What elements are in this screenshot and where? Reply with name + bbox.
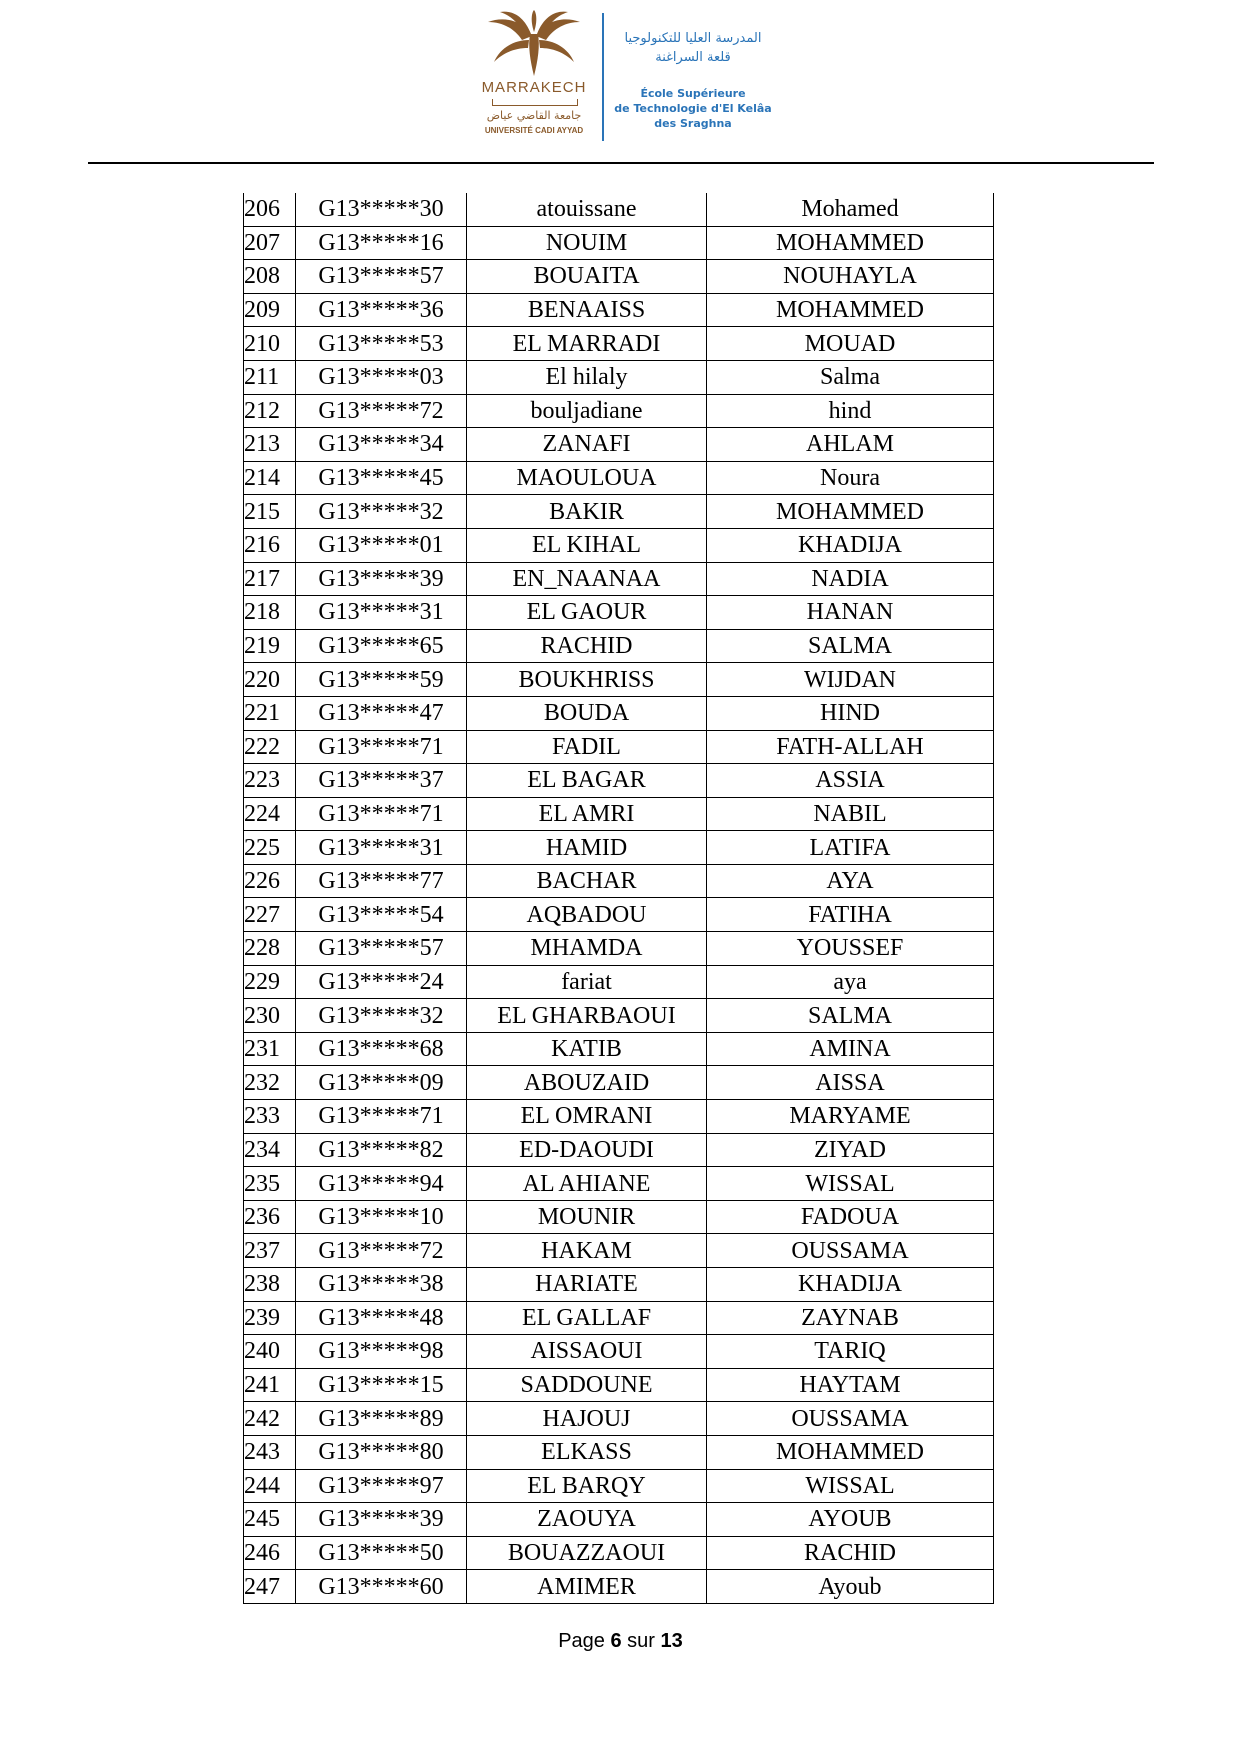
table-row xyxy=(244,932,994,966)
table-row xyxy=(244,1032,994,1066)
row-first-name: Ayoub xyxy=(707,1570,994,1604)
university-name-french: UNIVERSITÉ CADI AYYAD xyxy=(484,126,584,135)
school-name-french xyxy=(608,86,778,131)
row-number: 226 xyxy=(244,864,296,898)
current-page-number: 6 xyxy=(610,1630,622,1652)
row-id: G13*****94 xyxy=(296,1167,467,1201)
row-id: G13*****50 xyxy=(296,1536,467,1570)
page-footer xyxy=(0,1630,1241,1653)
row-id: G13*****57 xyxy=(296,932,467,966)
row-first-name: HIND xyxy=(707,696,994,730)
row-first-name: NADIA xyxy=(707,562,994,596)
row-first-name: FATH-ALLAH xyxy=(707,730,994,764)
row-last-name: FADIL xyxy=(467,730,707,764)
table-row xyxy=(244,1301,994,1335)
row-last-name: KATIB xyxy=(467,1032,707,1066)
row-last-name: HAKAM xyxy=(467,1234,707,1268)
row-number: 241 xyxy=(244,1368,296,1402)
row-number: 221 xyxy=(244,696,296,730)
row-number: 235 xyxy=(244,1167,296,1201)
row-last-name: EL GAOUR xyxy=(467,596,707,630)
row-id: G13*****71 xyxy=(296,730,467,764)
row-id: G13*****30 xyxy=(296,193,467,226)
row-number: 247 xyxy=(244,1570,296,1604)
row-first-name: HANAN xyxy=(707,596,994,630)
row-number: 216 xyxy=(244,528,296,562)
table-row xyxy=(244,461,994,495)
row-first-name: SALMA xyxy=(707,999,994,1033)
row-id: G13*****89 xyxy=(296,1402,467,1436)
table-row xyxy=(244,1402,994,1436)
row-number: 219 xyxy=(244,629,296,663)
row-last-name: MOUNIR xyxy=(467,1200,707,1234)
row-first-name: ASSIA xyxy=(707,764,994,798)
row-id: G13*****72 xyxy=(296,1234,467,1268)
row-id: G13*****48 xyxy=(296,1301,467,1335)
row-first-name: MOHAMMED xyxy=(707,226,994,260)
table-row xyxy=(244,629,994,663)
row-first-name: SALMA xyxy=(707,629,994,663)
table-row xyxy=(244,663,994,697)
row-first-name: MOHAMMED xyxy=(707,1435,994,1469)
table-row xyxy=(244,260,994,294)
row-first-name: AMINA xyxy=(707,1032,994,1066)
row-first-name: WIJDAN xyxy=(707,663,994,697)
row-last-name: BENAAISS xyxy=(467,293,707,327)
row-number: 206 xyxy=(244,193,296,226)
row-last-name: NOUIM xyxy=(467,226,707,260)
row-first-name: KHADIJA xyxy=(707,1268,994,1302)
row-id: G13*****39 xyxy=(296,1503,467,1537)
row-first-name: TARIQ xyxy=(707,1335,994,1369)
table-row xyxy=(244,596,994,630)
row-first-name: ZIYAD xyxy=(707,1133,994,1167)
candidates-table xyxy=(243,193,994,1604)
row-number: 222 xyxy=(244,730,296,764)
total-pages-number: 13 xyxy=(660,1630,683,1652)
palm-tree-icon xyxy=(484,10,584,78)
table-row xyxy=(244,1570,994,1604)
table-row xyxy=(244,428,994,462)
row-first-name: YOUSSEF xyxy=(707,932,994,966)
row-id: G13*****39 xyxy=(296,562,467,596)
row-number: 209 xyxy=(244,293,296,327)
table-row xyxy=(244,1066,994,1100)
row-id: G13*****16 xyxy=(296,226,467,260)
table-row xyxy=(244,360,994,394)
row-id: G13*****36 xyxy=(296,293,467,327)
row-number: 225 xyxy=(244,831,296,865)
row-last-name: fariat xyxy=(467,965,707,999)
row-first-name: HAYTAM xyxy=(707,1368,994,1402)
row-number: 238 xyxy=(244,1268,296,1302)
row-first-name: hind xyxy=(707,394,994,428)
table-row xyxy=(244,1200,994,1234)
row-first-name: FATIHA xyxy=(707,898,994,932)
row-last-name: EL MARRADI xyxy=(467,327,707,361)
row-id: G13*****10 xyxy=(296,1200,467,1234)
row-last-name: AQBADOU xyxy=(467,898,707,932)
row-id: G13*****98 xyxy=(296,1335,467,1369)
row-number: 243 xyxy=(244,1435,296,1469)
row-last-name: atouissane xyxy=(467,193,707,226)
table-row xyxy=(244,764,994,798)
row-last-name: AL AHIANE xyxy=(467,1167,707,1201)
row-last-name: ED-DAOUDI xyxy=(467,1133,707,1167)
row-number: 210 xyxy=(244,327,296,361)
table-row xyxy=(244,193,994,226)
row-id: G13*****82 xyxy=(296,1133,467,1167)
row-number: 220 xyxy=(244,663,296,697)
row-id: G13*****32 xyxy=(296,999,467,1033)
row-last-name: HARIATE xyxy=(467,1268,707,1302)
row-number: 218 xyxy=(244,596,296,630)
table-row xyxy=(244,1536,994,1570)
row-id: G13*****32 xyxy=(296,495,467,529)
row-id: G13*****68 xyxy=(296,1032,467,1066)
row-number: 236 xyxy=(244,1200,296,1234)
university-name-arabic: جامعة القاضي عياض xyxy=(486,109,582,122)
row-id: G13*****53 xyxy=(296,327,467,361)
row-id: G13*****97 xyxy=(296,1469,467,1503)
table-row xyxy=(244,898,994,932)
row-id: G13*****60 xyxy=(296,1570,467,1604)
row-first-name: aya xyxy=(707,965,994,999)
table-row xyxy=(244,797,994,831)
row-first-name: MOHAMMED xyxy=(707,495,994,529)
row-number: 223 xyxy=(244,764,296,798)
row-id: G13*****71 xyxy=(296,797,467,831)
row-id: G13*****15 xyxy=(296,1368,467,1402)
table-row xyxy=(244,1268,994,1302)
row-number: 215 xyxy=(244,495,296,529)
row-first-name: WISSAL xyxy=(707,1469,994,1503)
table-row xyxy=(244,1469,994,1503)
table-row xyxy=(244,1167,994,1201)
row-last-name: HAMID xyxy=(467,831,707,865)
row-last-name: AMIMER xyxy=(467,1570,707,1604)
row-last-name: MHAMDA xyxy=(467,932,707,966)
table-row xyxy=(244,327,994,361)
table-row xyxy=(244,1234,994,1268)
row-number: 240 xyxy=(244,1335,296,1369)
row-number: 231 xyxy=(244,1032,296,1066)
table-row xyxy=(244,965,994,999)
row-last-name: HAJOUJ xyxy=(467,1402,707,1436)
row-number: 229 xyxy=(244,965,296,999)
row-first-name: MOHAMMED xyxy=(707,293,994,327)
row-id: G13*****31 xyxy=(296,831,467,865)
row-id: G13*****77 xyxy=(296,864,467,898)
row-number: 245 xyxy=(244,1503,296,1537)
row-first-name: RACHID xyxy=(707,1536,994,1570)
table-row xyxy=(244,1368,994,1402)
row-last-name: BAKIR xyxy=(467,495,707,529)
row-last-name: BACHAR xyxy=(467,864,707,898)
row-first-name: MOUAD xyxy=(707,327,994,361)
row-first-name: ZAYNAB xyxy=(707,1301,994,1335)
row-first-name: MARYAME xyxy=(707,1100,994,1134)
row-first-name: AYOUB xyxy=(707,1503,994,1537)
row-number: 237 xyxy=(244,1234,296,1268)
city-underline xyxy=(492,99,578,106)
row-first-name: Salma xyxy=(707,360,994,394)
candidates-table-body xyxy=(244,193,994,1603)
row-number: 213 xyxy=(244,428,296,462)
row-id: G13*****45 xyxy=(296,461,467,495)
row-last-name: ELKASS xyxy=(467,1435,707,1469)
row-number: 232 xyxy=(244,1066,296,1100)
row-id: G13*****80 xyxy=(296,1435,467,1469)
table-row xyxy=(244,226,994,260)
row-last-name: EL AMRI xyxy=(467,797,707,831)
table-row xyxy=(244,528,994,562)
row-first-name: NOUHAYLA xyxy=(707,260,994,294)
logo-divider xyxy=(602,13,604,141)
page-separator: sur xyxy=(627,1630,655,1652)
row-number: 212 xyxy=(244,394,296,428)
row-id: G13*****37 xyxy=(296,764,467,798)
row-last-name: EN_NAANAA xyxy=(467,562,707,596)
row-number: 211 xyxy=(244,360,296,394)
row-number: 227 xyxy=(244,898,296,932)
row-last-name: EL GHARBAOUI xyxy=(467,999,707,1033)
row-first-name: KHADIJA xyxy=(707,528,994,562)
row-first-name: LATIFA xyxy=(707,831,994,865)
table-row xyxy=(244,293,994,327)
row-number: 234 xyxy=(244,1133,296,1167)
row-number: 228 xyxy=(244,932,296,966)
city-name: MARRAKECH xyxy=(481,79,587,96)
row-last-name: ZAOUYA xyxy=(467,1503,707,1537)
university-emblem xyxy=(478,8,590,143)
row-number: 217 xyxy=(244,562,296,596)
table-row xyxy=(244,999,994,1033)
page-label: Page xyxy=(558,1630,605,1652)
row-number: 224 xyxy=(244,797,296,831)
row-last-name: EL GALLAF xyxy=(467,1301,707,1335)
table-row xyxy=(244,864,994,898)
row-last-name: EL BARQY xyxy=(467,1469,707,1503)
row-id: G13*****71 xyxy=(296,1100,467,1134)
row-id: G13*****57 xyxy=(296,260,467,294)
row-last-name: EL OMRANI xyxy=(467,1100,707,1134)
row-number: 246 xyxy=(244,1536,296,1570)
row-first-name: Noura xyxy=(707,461,994,495)
row-first-name: OUSSAMA xyxy=(707,1402,994,1436)
institution-logo xyxy=(478,8,772,143)
table-row xyxy=(244,394,994,428)
row-first-name: AHLAM xyxy=(707,428,994,462)
row-first-name: OUSSAMA xyxy=(707,1234,994,1268)
row-last-name: AISSAOUI xyxy=(467,1335,707,1369)
school-name-french-line1: École Supérieure xyxy=(640,87,746,100)
table-row xyxy=(244,495,994,529)
table-row xyxy=(244,1435,994,1469)
row-first-name: WISSAL xyxy=(707,1167,994,1201)
school-name-french-line3: des Sraghna xyxy=(654,117,732,130)
school-name-arabic-line2: قلعة السراغنة xyxy=(655,50,731,65)
row-number: 230 xyxy=(244,999,296,1033)
row-last-name: SADDOUNE xyxy=(467,1368,707,1402)
row-id: G13*****72 xyxy=(296,394,467,428)
table-row xyxy=(244,696,994,730)
row-id: G13*****03 xyxy=(296,360,467,394)
row-id: G13*****47 xyxy=(296,696,467,730)
header-rule xyxy=(88,162,1154,164)
row-last-name: BOUKHRISS xyxy=(467,663,707,697)
row-id: G13*****65 xyxy=(296,629,467,663)
row-id: G13*****31 xyxy=(296,596,467,630)
table-row xyxy=(244,831,994,865)
row-number: 242 xyxy=(244,1402,296,1436)
row-last-name: ABOUZAID xyxy=(467,1066,707,1100)
table-row xyxy=(244,730,994,764)
table-row xyxy=(244,562,994,596)
row-last-name: ZANAFI xyxy=(467,428,707,462)
row-number: 239 xyxy=(244,1301,296,1335)
row-id: G13*****38 xyxy=(296,1268,467,1302)
row-first-name: NABIL xyxy=(707,797,994,831)
row-last-name: RACHID xyxy=(467,629,707,663)
row-number: 207 xyxy=(244,226,296,260)
row-first-name: AYA xyxy=(707,864,994,898)
row-last-name: El hilaly xyxy=(467,360,707,394)
row-id: G13*****34 xyxy=(296,428,467,462)
table-row xyxy=(244,1133,994,1167)
row-number: 233 xyxy=(244,1100,296,1134)
row-id: G13*****59 xyxy=(296,663,467,697)
row-id: G13*****54 xyxy=(296,898,467,932)
row-first-name: AISSA xyxy=(707,1066,994,1100)
row-last-name: EL KIHAL xyxy=(467,528,707,562)
row-id: G13*****09 xyxy=(296,1066,467,1100)
row-last-name: EL BAGAR xyxy=(467,764,707,798)
row-last-name: BOUDA xyxy=(467,696,707,730)
table-row xyxy=(244,1503,994,1537)
school-name-french-line2: de Technologie d'El Kelâa xyxy=(614,102,772,115)
row-first-name: Mohamed xyxy=(707,193,994,226)
row-id: G13*****01 xyxy=(296,528,467,562)
row-last-name: bouljadiane xyxy=(467,394,707,428)
table-row xyxy=(244,1100,994,1134)
row-id: G13*****24 xyxy=(296,965,467,999)
row-last-name: BOUAITA xyxy=(467,260,707,294)
row-last-name: BOUAZZAOUI xyxy=(467,1536,707,1570)
row-first-name: FADOUA xyxy=(707,1200,994,1234)
row-number: 214 xyxy=(244,461,296,495)
school-name-arabic-line1: المدرسة العليا للتكنولوجيا xyxy=(624,31,762,46)
row-number: 208 xyxy=(244,260,296,294)
row-number: 244 xyxy=(244,1469,296,1503)
row-last-name: MAOULOUA xyxy=(467,461,707,495)
table-row xyxy=(244,1335,994,1369)
